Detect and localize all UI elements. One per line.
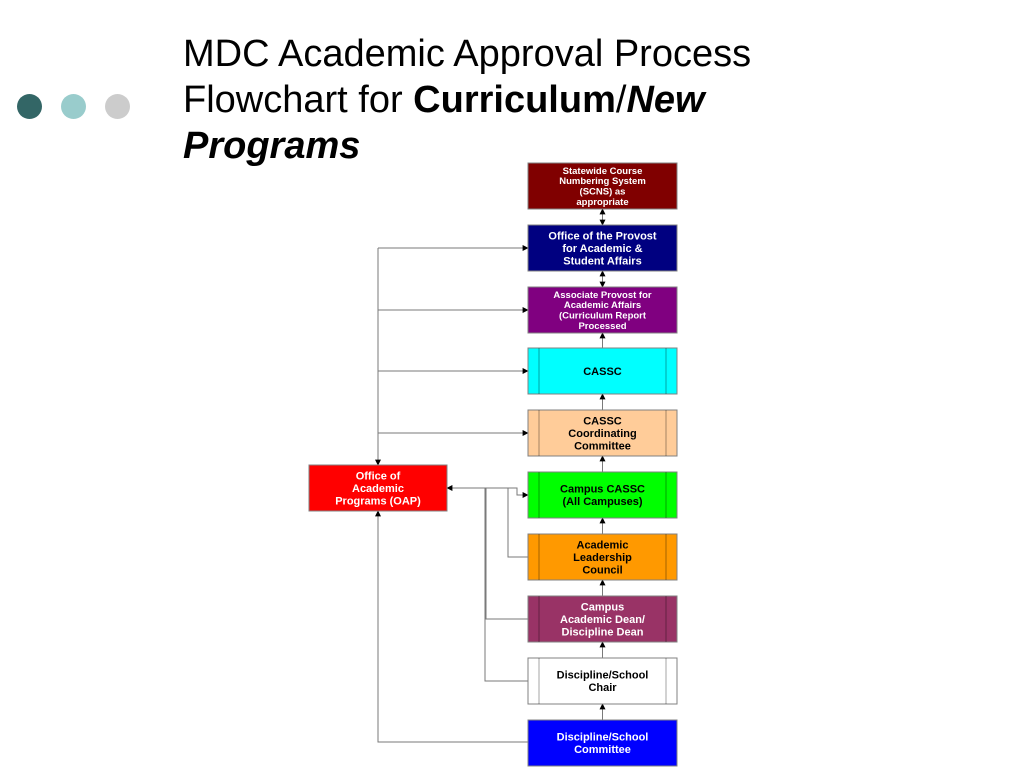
flow-node-alc (528, 534, 677, 580)
flow-node-label: Associate Provost for Academic Affairs (Curriculum Report Processed (553, 289, 652, 332)
title-programs: Programs (183, 125, 361, 167)
flow-node-label: Discipline/School Chair (556, 669, 649, 695)
flow-node-campus-cassc (528, 472, 677, 518)
oap-campus-cassc-connector (447, 488, 528, 495)
flow-node-scns (528, 163, 677, 209)
flow-node-cassc-coord (528, 410, 677, 456)
flow-node-label: CASSC Coordinating Committee (568, 415, 637, 453)
title-slash: / (615, 79, 627, 121)
chair-to-oap-connector (485, 488, 528, 681)
flow-node-label: Campus CASSC (All Campuses) (560, 483, 645, 509)
flow-node-cassc (528, 348, 677, 394)
title-line-1: MDC Academic Approval Process (183, 33, 752, 75)
title-new: New (626, 79, 705, 121)
flow-node-chair (528, 658, 677, 704)
title-curriculum: Curriculum (413, 79, 616, 121)
flow-node-campus-dean (528, 596, 677, 642)
flow-node-label: CASSC (583, 365, 622, 378)
alc-to-oap-connector (508, 488, 528, 557)
committee-to-oap-connector (378, 511, 528, 742)
flow-node-label: Office of the Provost for Academic & Student Affairs (548, 230, 657, 268)
flow-node-committee (528, 720, 677, 766)
flow-node-oap (309, 465, 447, 511)
flow-node-assoc-provost (528, 287, 677, 333)
flow-node-label: Statewide Course Numbering System (SCNS) as appropriate (559, 165, 646, 208)
flow-node-label: Office of Academic Programs (OAP) (335, 470, 421, 508)
flow-node-label: Academic Leadership Council (573, 539, 632, 577)
flow-node-label: Campus Academic Dean/ Discipline Dean (560, 601, 645, 639)
flow-node-provost (528, 225, 677, 271)
flowchart-nodes (309, 163, 677, 766)
dean-to-oap-connector (486, 488, 528, 619)
flow-node-label: Discipline/School Committee (556, 731, 649, 757)
title-line-2-regular: Flowchart for (183, 79, 414, 121)
